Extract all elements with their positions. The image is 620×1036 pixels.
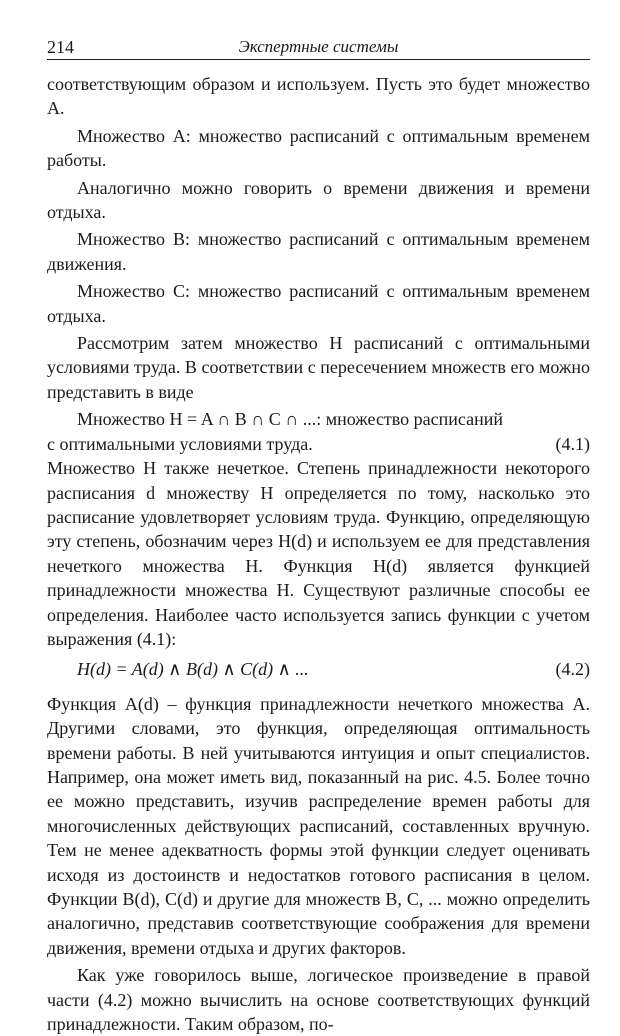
page-body: [47, 72, 590, 1036]
page-number: 214: [47, 37, 74, 57]
page-header: [47, 33, 590, 60]
paragraph: Множество H также нечеткое. Степень принадлежности некоторого расписания d множеству H определяется по тому, насколько это расписание удовлетворяет условиям труда. Функцию, определяющую эту степень, обозначим через H(d) и используем ее для представления нечеткого множества H. Функция H(d) является функцией принадлежности множества H. Существуют различные способы ее определения. Наиболее часто используется запись функции с учетом выражения (4.1):: [47, 458, 590, 649]
running-title: Экспертные системы: [238, 37, 399, 56]
paragraph: Множество A: множество расписаний с оптимальным временем работы.: [47, 125, 590, 171]
equation-number: (4.1): [555, 433, 590, 454]
set-definition-end: с оптимальными условиями труда.: [47, 433, 313, 454]
paragraph: Множество C: множество расписаний с оптимальным временем отдыха.: [47, 281, 590, 326]
paragraph: соответствующим образом и используем. Пусть это будет множество A.: [47, 74, 590, 119]
equation-number: (4.2): [555, 659, 590, 680]
paragraph: Функция A(d) – функция принадлежности нечеткого множества A. Другими словами, это функция, определяющая оптимальность времени работы. В ней учитываются интуиция и опыт специалистов. Например, она может иметь вид, показанный на рис. 4.5. Более точно ее можно представить, изучив распределение времен работы для многочисленных действующих расписаний, составленных вручную. Тем не менее адекватность формы этой функции следует оценивать исходя из достоинств и недостатков готового расписания в целом. Функции B(d), C(d) и другие для множеств B, C, ... можно определить аналогично, представив соответствующие соображения для времени движения, времени отдыха и других факторов.: [47, 693, 590, 958]
set-definition: Множество H = A ∩ B ∩ C ∩ ...: множество расписаний: [77, 409, 504, 430]
set-definition-line: [47, 432, 590, 456]
paragraph: Рассмотрим затем множество H расписаний с оптимальными условиями труда. В соответствии с пересечением множеств его можно представить в виде: [47, 333, 590, 402]
paragraph: Как уже говорилось выше, логическое произведение в правой части (4.2) можно вычислить на основе соответствующих функций принадлежности. Таким образом, по-: [47, 965, 590, 1035]
paragraph: Аналогично можно говорить о времени движения и времени отдыха.: [47, 177, 590, 223]
paragraph: Множество B: множество расписаний с оптимальным временем движения.: [47, 229, 590, 274]
display-formula: [77, 657, 590, 681]
formula-text: H(d) = A(d) ∧ B(d) ∧ C(d) ∧ ...: [77, 659, 309, 680]
